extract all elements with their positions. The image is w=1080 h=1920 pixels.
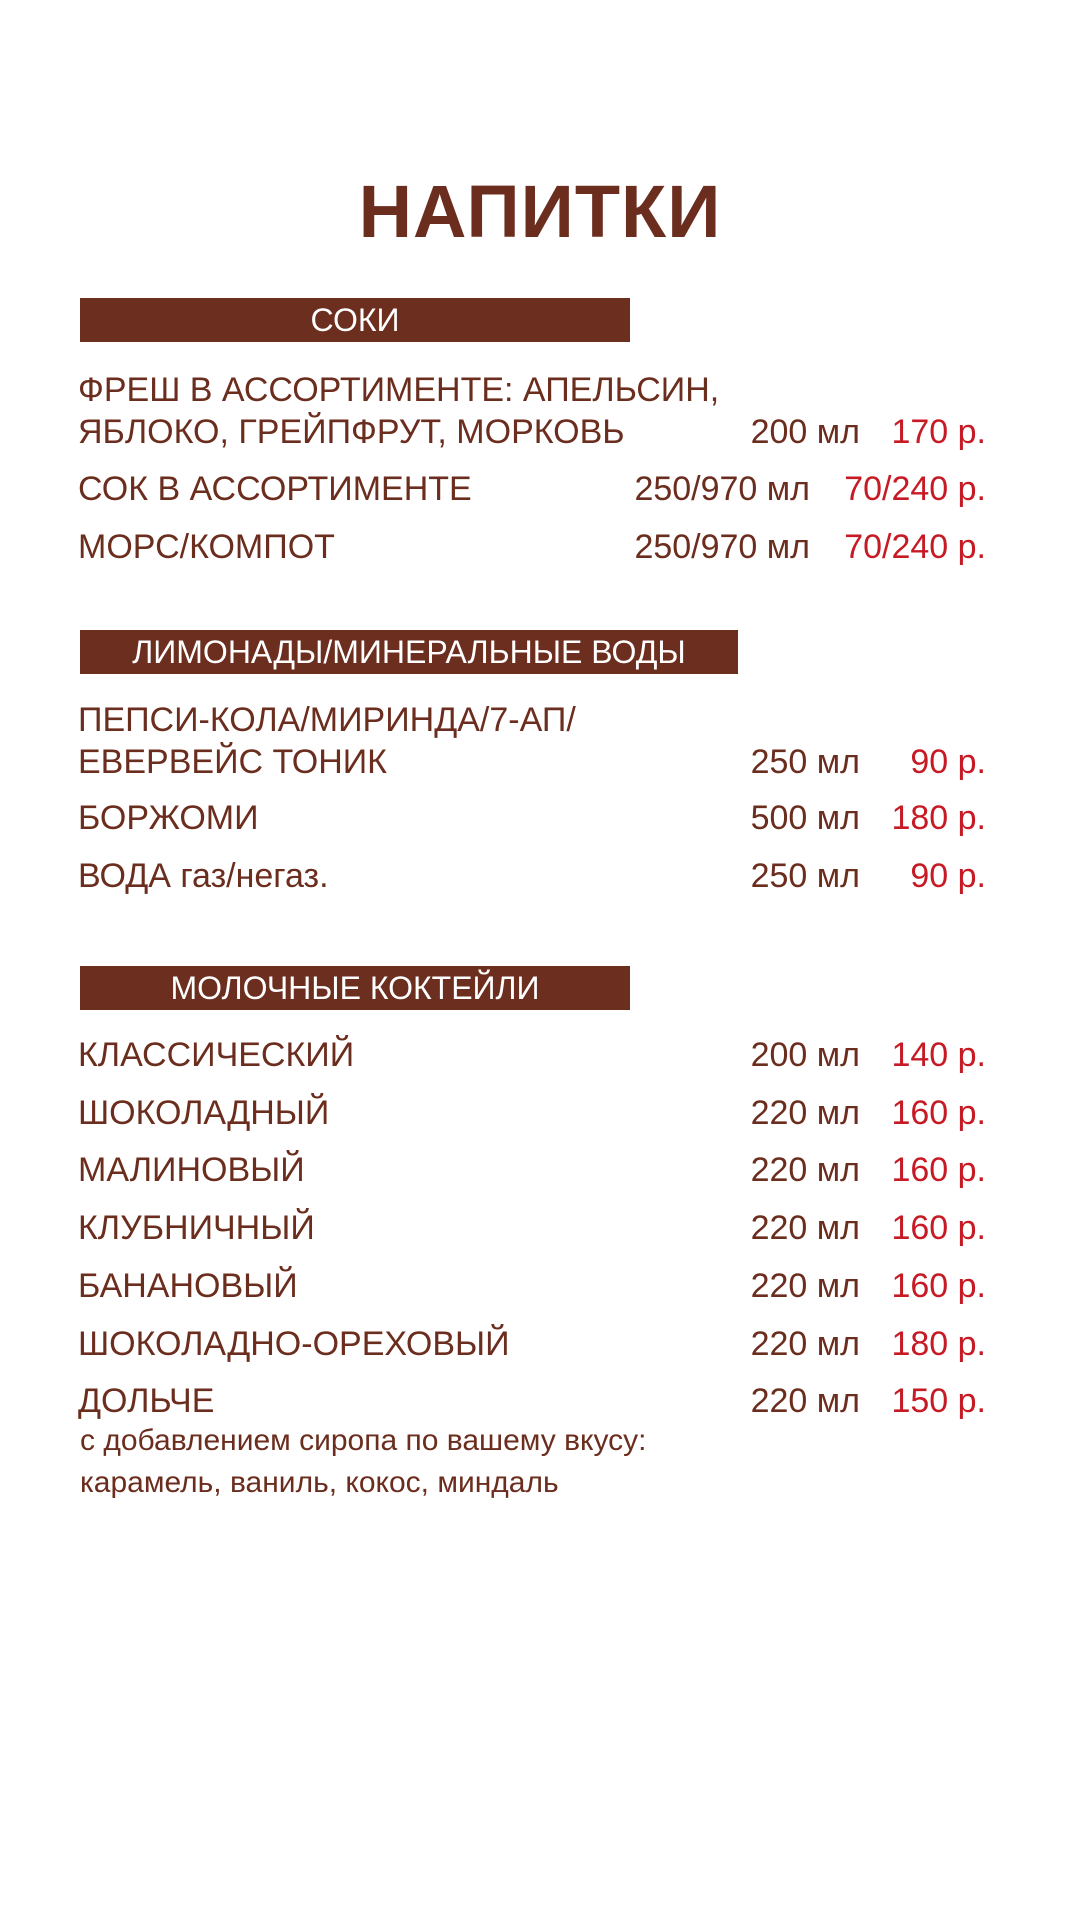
item-volume-classic: 200 мл xyxy=(750,1036,860,1074)
item-name-dolce: ДОЛЬЧЕ xyxy=(78,1382,215,1420)
item-price-strawberry: 160 р. xyxy=(891,1209,986,1247)
syrup-note-line1: с добавлением сиропа по вашему вкусу: xyxy=(80,1424,647,1457)
item-price-chocolate: 160 р. xyxy=(891,1094,986,1132)
item-volume-dolce: 220 мл xyxy=(750,1382,860,1420)
item-name-strawberry: КЛУБНИЧНЫЙ xyxy=(78,1209,315,1247)
item-price-fresh: 170 р. xyxy=(891,413,986,451)
item-name-juice: СОК В АССОРТИМЕНТЕ xyxy=(78,470,472,508)
item-name-banana: БАНАНОВЫЙ xyxy=(78,1267,298,1305)
item-name-borjomi: БОРЖОМИ xyxy=(78,799,259,837)
item-price-juice: 70/240 р. xyxy=(844,470,986,508)
item-price-dolce: 150 р. xyxy=(891,1382,986,1420)
item-price-mors: 70/240 р. xyxy=(844,528,986,566)
section-header-lemonades: ЛИМОНАДЫ/МИНЕРАЛЬНЫЕ ВОДЫ xyxy=(80,630,738,674)
item-volume-water: 250 мл xyxy=(750,857,860,895)
item-name-fresh-line1: ФРЕШ В АССОРТИМЕНТЕ: АПЕЛЬСИН, xyxy=(78,371,720,409)
item-volume-borjomi: 500 мл xyxy=(750,799,860,837)
item-volume-juice: 250/970 мл xyxy=(634,470,810,508)
section-header-juices: СОКИ xyxy=(80,298,630,342)
item-price-borjomi: 180 р. xyxy=(891,799,986,837)
item-name-chocolate: ШОКОЛАДНЫЙ xyxy=(78,1094,330,1132)
item-volume-chocolate: 220 мл xyxy=(750,1094,860,1132)
item-price-classic: 140 р. xyxy=(891,1036,986,1074)
item-name-raspberry: МАЛИНОВЫЙ xyxy=(78,1151,305,1189)
item-price-banana: 160 р. xyxy=(891,1267,986,1305)
item-volume-banana: 220 мл xyxy=(750,1267,860,1305)
syrup-note-line2: карамель, ваниль, кокос, миндаль xyxy=(80,1466,559,1499)
item-name-mors: МОРС/КОМПОТ xyxy=(78,528,335,566)
item-price-choco-nut: 180 р. xyxy=(891,1325,986,1363)
item-name-choco-nut: ШОКОЛАДНО-ОРЕХОВЫЙ xyxy=(78,1325,510,1363)
item-volume-strawberry: 220 мл xyxy=(750,1209,860,1247)
item-price-water: 90 р. xyxy=(910,857,986,895)
item-name-pepsi-line1: ПЕПСИ-КОЛА/МИРИНДА/7-АП/ xyxy=(78,701,576,739)
item-volume-pepsi: 250 мл xyxy=(750,743,860,781)
item-price-pepsi: 90 р. xyxy=(910,743,986,781)
item-name-pepsi-line2: ЕВЕРВЕЙС ТОНИК xyxy=(78,743,387,781)
item-name-fresh-line2: ЯБЛОКО, ГРЕЙПФРУТ, МОРКОВЬ xyxy=(78,413,625,451)
item-price-raspberry: 160 р. xyxy=(891,1151,986,1189)
item-volume-raspberry: 220 мл xyxy=(750,1151,860,1189)
section-header-milkshakes: МОЛОЧНЫЕ КОКТЕЙЛИ xyxy=(80,966,630,1010)
page-title: НАПИТКИ xyxy=(358,170,722,253)
item-volume-mors: 250/970 мл xyxy=(634,528,810,566)
item-volume-choco-nut: 220 мл xyxy=(750,1325,860,1363)
item-name-water: ВОДА газ/негаз. xyxy=(78,857,329,895)
item-volume-fresh: 200 мл xyxy=(750,413,860,451)
item-name-classic: КЛАССИЧЕСКИЙ xyxy=(78,1036,355,1074)
